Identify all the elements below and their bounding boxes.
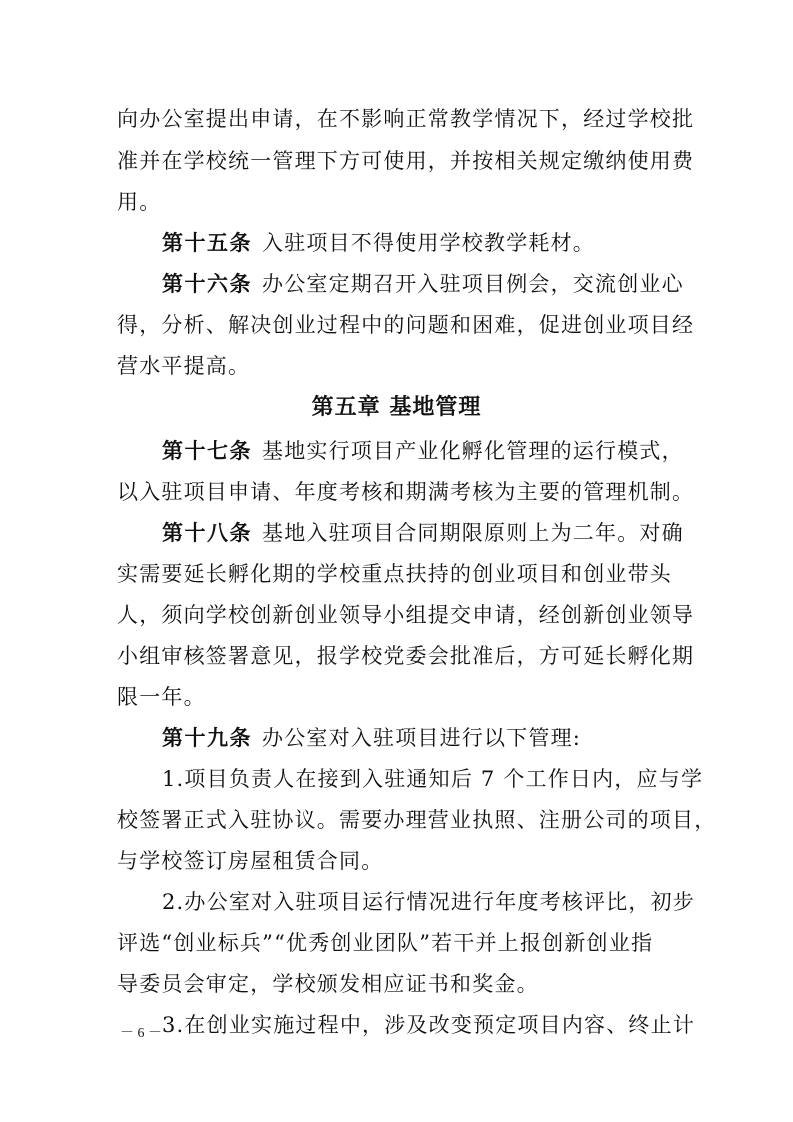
article-19 <box>162 723 581 753</box>
paragraph-line: 导委员会审定，学校颁发相应证书和奖金。 <box>117 972 539 996</box>
paragraph-line: 向办公室提出申请，在不影响正常教学情况下，经过学校批 <box>117 107 695 131</box>
paragraph-line: 人，须向学校创新创业领导小组提交申请，经创新创业领导 <box>117 603 695 627</box>
paragraph-line: 营水平提高。 <box>117 354 251 378</box>
paragraph-line: 实需要延长孵化期的学校重点扶持的创业项目和创业带头 <box>117 562 672 586</box>
article-18-text: 基地入驻项目合同期限原则上为二年。对确 <box>262 521 684 545</box>
article-15-text: 入驻项目不得使用学校教学耗材。 <box>262 231 595 255</box>
paragraph-line: 与学校签订房屋租赁合同。 <box>117 849 384 873</box>
article-17-text: 基地实行项目产业化孵化管理的运行模式， <box>262 439 684 463</box>
page-number: － 6 － <box>120 1026 162 1041</box>
article-16-label: 第十六条 <box>162 272 252 296</box>
paragraph-line: 小组审核签署意见，报学校党委会批准后，方可延长孵化期 <box>117 644 695 668</box>
article-17 <box>162 436 684 466</box>
article-15-label: 第十五条 <box>162 231 252 255</box>
paragraph-line: 校签署正式入驻协议。需要办理营业执照、注册公司的项目， <box>117 808 717 832</box>
paragraph-line: 以入驻项目申请、年度考核和期满考核为主要的管理机制。 <box>117 480 695 504</box>
list-item-2: 2.办公室对入驻项目运行情况进行年度考核评比，初步 <box>162 890 696 914</box>
article-18-label: 第十八条 <box>162 521 252 545</box>
article-16-text: 办公室定期召开入驻项目例会，交流创业心 <box>262 272 684 296</box>
paragraph-line: 准并在学校统一管理下方可使用，并按相关规定缴纳使用费 <box>117 149 695 173</box>
list-item-1: 1.项目负责人在接到入驻通知后 7 个工作日内，应与学 <box>162 767 704 791</box>
article-19-text: 办公室对入驻项目进行以下管理: <box>262 726 582 750</box>
article-19-label: 第十九条 <box>162 726 252 750</box>
paragraph-line: 得，分析、解决创业过程中的问题和困难，促进创业项目经 <box>117 313 695 337</box>
paragraph-line: 评选“创业标兵”“优秀创业团队”若干并上报创新创业指 <box>117 931 654 955</box>
list-item-3: 3.在创业实施过程中，涉及改变预定项目内容、终止计 <box>162 1013 696 1037</box>
article-18 <box>162 518 684 548</box>
paragraph-line: 用。 <box>117 190 162 214</box>
article-15 <box>162 228 595 258</box>
chapter-title: 第五章 基地管理 <box>311 395 482 420</box>
paragraph-line: 限一年。 <box>117 685 206 709</box>
article-17-label: 第十七条 <box>162 439 252 463</box>
article-16 <box>162 269 684 299</box>
